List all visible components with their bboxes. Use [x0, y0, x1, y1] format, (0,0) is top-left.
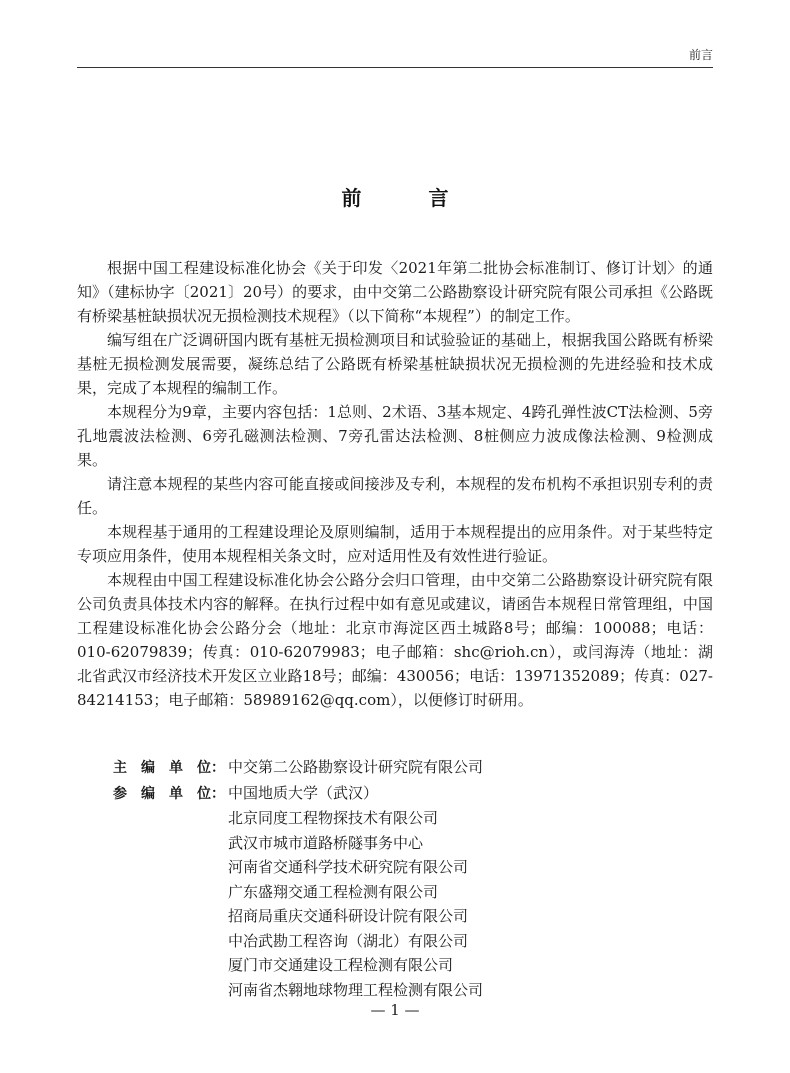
chief-unit-value: 中交第二公路勘察设计研究院有限公司 — [228, 758, 484, 776]
participating-unit-row — [113, 978, 750, 1003]
header-rule — [77, 67, 713, 68]
page-number: — 1 — — [370, 1001, 420, 1019]
participating-unit: 武汉市城市道路桥隧事务中心 — [228, 833, 424, 852]
paragraph: 编写组在广泛调研国内既有基桩无损检测项目和试验验证的基础上，根据我国公路既有桥梁基桩无损检测发展需要，凝练总结了公路既有桥梁基桩缺损状况无损检测的先进经验和技术成果，完成了本规程的编制工作。 — [77, 331, 713, 397]
page-title: 前 言 — [341, 186, 479, 210]
paragraph: 本规程分为9章，主要内容包括：1总则、2术语、3基本规定、4跨孔弹性波CT法检测、5旁孔地震波法检测、6旁孔磁测法检测、7旁孔雷达法检测、8桩侧应力波成像法检测、9检测成果。 — [77, 403, 713, 469]
chief-unit-row — [113, 755, 750, 781]
running-header: 前言 — [688, 48, 713, 62]
participating-unit: 北京同度工程物探技术有限公司 — [228, 809, 439, 827]
paragraph: 本规程基于通用的工程建设理论及原则编制，适用于本规程提出的应用条件。对于某些特定专项应用条件，使用本规程相关条文时，应对适用性及有效性进行验证。 — [77, 523, 713, 565]
participating-unit-row — [113, 855, 750, 880]
paragraph: 请注意本规程的某些内容可能直接或间接涉及专利，本规程的发布机构不承担识别专利的责任。 — [77, 475, 713, 517]
preface-body — [77, 256, 713, 712]
paragraph: 本规程由中国工程建设标准化协会公路分会归口管理，由中交第二公路勘察设计研究院有限公司负责具体技术内容的解释。在执行过程中如有意见或建议，请函告本规程日常管理组，中国工程建设标准化协会公路分会（地址：北京市海淀区西土城路8号；邮编：100088；电话：010-62079839；传真：010-62079983；电子邮箱：shc@rioh.cn），或闫海涛（地址：湖北省武汉市经济技术开发区立业路18号；邮编：430056；电话：13971352089；传真：027-84214153；电子邮箱：58989162@qq.com），以便修订时研用。 — [77, 571, 713, 709]
organizations-list — [113, 755, 750, 1002]
participating-unit: 招商局重庆交通科研设计院有限公司 — [228, 907, 469, 925]
participating-unit: 广东盛翔交通工程检测有限公司 — [228, 882, 439, 901]
participating-unit-row — [113, 806, 750, 831]
participating-unit: 中冶武勘工程咨询（湖北）有限公司 — [228, 931, 469, 950]
participating-unit-label: 参 编 单 位： — [113, 785, 225, 802]
participating-unit-row — [113, 929, 750, 954]
participating-unit: 厦门市交通建设工程检测有限公司 — [228, 956, 454, 974]
participating-unit-row — [113, 904, 750, 929]
paragraph: 根据中国工程建设标准化协会《关于印发〈2021年第二批协会标准制订、修订计划〉的通知》（建标协字〔2021〕20号）的要求，由中交第二公路勘察设计研究院有限公司承担《公路既有桥梁基桩缺损状况无损检测技术规程》（以下简称“本规程”）的制定工作。 — [77, 259, 713, 325]
participating-unit-row — [113, 781, 750, 807]
participating-unit: 河南省杰翱地球物理工程检测有限公司 — [228, 980, 484, 999]
participating-unit-row — [113, 953, 750, 978]
chief-unit-label: 主 编 单 位： — [113, 760, 225, 776]
participating-unit: 河南省交通科学技术研究院有限公司 — [228, 858, 469, 876]
participating-unit-row — [113, 831, 750, 856]
participating-unit: 中国地质大学（武汉） — [228, 783, 379, 802]
participating-unit-row — [113, 880, 750, 905]
